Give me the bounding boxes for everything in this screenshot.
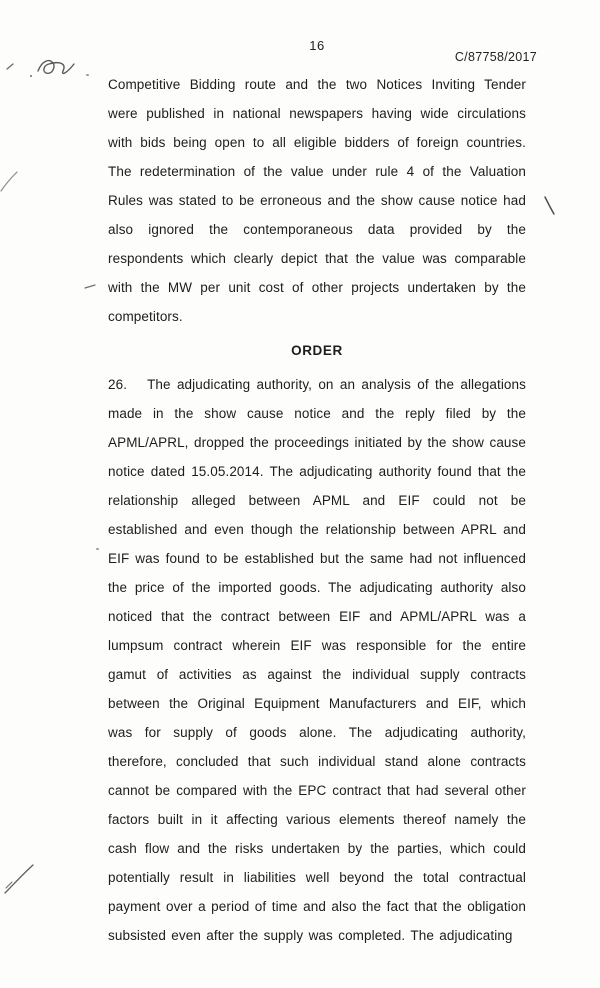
paragraph-26-number: 26. [108,377,128,392]
margin-slash-mark [0,170,20,194]
document-body [108,70,526,950]
order-heading: ORDER [291,343,343,358]
right-tick-mark [542,195,558,217]
case-number: C/87758/2017 [454,50,537,64]
margin-dash-mark [84,282,98,292]
bottom-slash-mark [3,862,37,896]
scan-speck [86,74,89,76]
scan-speck [96,548,99,550]
page-number: 16 [309,38,325,53]
paragraph-continuation: Competitive Bidding route and the two Notices Inviting Tender were published in national newspapers having wide circulations with bids being open to all eligible bidders of foreign countries. The redetermination of the value under rule 4 of the Valuation Rules was stated to be erroneous and the show cause notice had also ignored the contemporaneous data provided by the respondents which clearly depict that the value was comparable with the MW per unit cost of other projects undertaken by the competitors. [108,77,526,324]
handwritten-squiggle-mark [4,54,80,84]
paragraph-26-text: The adjudicating authority, on an analysis of the allegations made in the show cause notice and the reply filed by the APML/APRL, dropped the proceedings initiated by the show cause notice dated 15.05.2014. The adjudicating authority found that the relationship alleged between APML and EIF could not be established and even though the relationship between APRL and EIF was found to be established but the same had not influenced the price of the imported goods. The adjudicating authority also noticed that the contract between EIF and APML/APRL was a lumpsum contract wherein EIF was responsible for the entire gamut of activities as against the individual supply contracts between the Original Equipment Manufacturers and EIF, which was for supply of goods alone. The adjudicating authority, therefore, concluded that such individual stand alone contracts cannot be compared with the EPC contract that had several other factors built in it affecting various elements thereof namely the cash flow and the risks undertaken by the parties, which could potentially result in liabilities well beyond the total contractual payment over a period of time and also the fact that the obligation subsisted even after the supply was completed. The adjudicating [108,377,526,943]
paragraph-26 [108,370,526,950]
